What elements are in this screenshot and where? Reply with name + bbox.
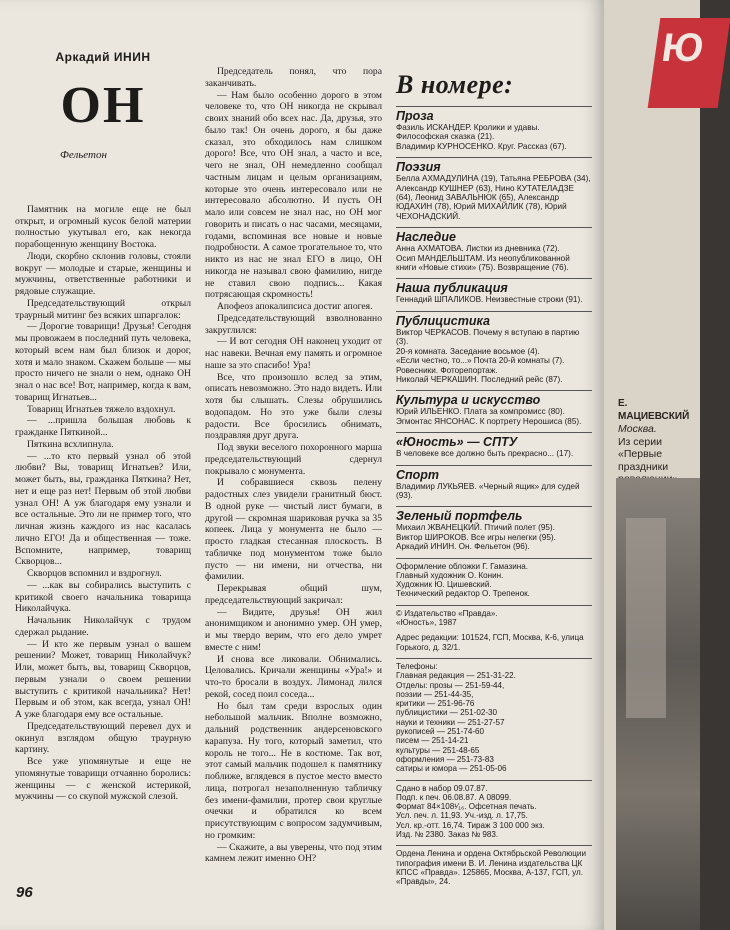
print-line: Сдано в набор 09.07.87. — [396, 783, 488, 793]
article-paragraph: — Видите, друзья! ОН жил анонимщиком и анонимно умер. ОН умер, и мы твердо верим, что его дело умрет вместе с ним! — [205, 606, 382, 653]
phone-line: науки и техники — 251-27-57 — [396, 717, 505, 727]
right-caption-line: Из серии — [618, 435, 662, 448]
article-paragraph: И собравшиеся сквозь пелену радостных слез увидели гранитный бюст. В одной руке — чистый лист бумаги, в другой — скромная шариковая ручка за 35 копеек. Лица у монумента не было — просто гладкая стесанная плоскость. В табличке под монументом тоже было пусто — ни имени, ни отчества, ни фамилии. — [205, 477, 382, 583]
credit-line: Художник Ю. Цишевский. — [396, 580, 492, 590]
toc-entry: Белла АХМАДУЛИНА (19), Татьяна РЕБРОВА (34), Александр КУШНЕР (63), Нино КУТАТЕЛАДЗЕ (64), Леонид ЗАВАЛЬНЮК (65), Александр ЮДАХИН (78), Юрий МИХАЙЛИК (78), Юрий ЧЕХОНАДСКИЙ. — [396, 174, 591, 221]
address — [396, 633, 592, 652]
article-paragraph: И снова все ликовали. Обнимались. Целовались. Кричали женщины «Ура!» и что-то бросали в воздух. Лимонад лился рекой, сосед поил соседа... — [205, 653, 382, 700]
article-paragraph: Начальник Николайчук с трудом сдержал рыдание. — [15, 615, 191, 638]
printer-line: Ордена Ленина и ордена Октябрьской Революции типография имени В. И. Ленина издательства ЦК КПСС «Правда». 125865, Москва, А-137, ГСП, ул. «Правды», 24. — [396, 849, 586, 887]
phone-line: Телефоны: — [396, 661, 438, 671]
article-paragraph: Пяткина всхлипнула. — [27, 438, 114, 450]
toc-entry: Геннадий ШПАЛИКОВ. Неизвестные строки (91). — [396, 295, 583, 305]
article-text-1 — [15, 204, 191, 803]
credit-line: Оформление обложки Г. Гамазина. — [396, 561, 528, 571]
magazine-logo-icon: Ю — [648, 18, 730, 108]
article-paragraph: Под звуки веселого похоронного марша председательствующий сдернул покрывало с монумента. — [205, 442, 382, 477]
toc-entry: Виктор ШИРОКОВ. Все игры нелегки (95). — [396, 532, 556, 542]
article-paragraph: Председательствующий перевел дух и окинул взглядом общую траурную картину. — [15, 720, 191, 756]
toc-section-title: «Юность» — СПТУ — [396, 432, 592, 449]
article-author: Аркадий ИНИН — [55, 50, 151, 64]
credit-line: Главный художник О. Конин. — [396, 570, 504, 580]
phone-line: рукописей — 251-74-60 — [396, 727, 485, 737]
article-paragraph: Председательствующий взволнованно закруглился: — [205, 312, 382, 336]
article-paragraph: — ...то кто первый узнал об этой любви? Вы, товарищ Игнатьев? Или, может быть, вы, гражданка Пяткина? Нет, нет и еще раз нет! Первым об этой любви узнал ОН! А уж благодаря ему узнали и все остальные. Это ли не пример того, что личная жизнь каждого из нас касалась лично ЕГО! Да и общественная — тоже. Вспомните, например, товарищ Скворцов... — [15, 450, 191, 568]
article-genre: Фельетон — [60, 149, 107, 161]
printer-info — [396, 845, 592, 886]
article-paragraph: Но был там среди взрослых один небольшой мальчик. Вполне возможно, дальний родственник андерсеновского карапуза. Ну того, который заметил, что король не того... Не в костюме. Так вот, этот самый мальчик подошел к памятнику поближе, вглядевся в пустое место вместо лица, потрогал незаполненную табличку без имени-фамилии, протер свои круглые очечки и обратился ко всем присутствующим с вопросом задумчивым, но громким: — [205, 700, 382, 841]
credit-line: Технический редактор О. Трепенок. — [396, 589, 530, 599]
phone-line: Отделы: прозы — 251-59-44, — [396, 680, 505, 690]
print-line: Усл. печ. л. 11,93. Уч.-изд. л. 17,75. — [396, 811, 528, 821]
article-paragraph: Памятник на могиле еще не был открыт, и огромный кусок белой материи полностью укутывал его, как некогда порабощенную женщину Востока. — [15, 203, 191, 250]
toc-section-title: Публицистика — [396, 311, 592, 328]
table-of-contents — [396, 70, 592, 886]
toc-entry: В человеке все должно быть прекрасно... (17). — [396, 449, 574, 459]
article-paragraph: — И кто же первым узнал о вашем решении? Может, товарищ Николайчук? Или, может быть, вы, товарищ Скворцов, первым узнали о своем решении выступить с критикой начальника? Нет! Первым и об этом, как всегда, узнал ОН! А уже благодаря ему все остальные. — [15, 638, 191, 720]
print-line: Подп. к печ. 06.08.87. А 08099. — [396, 792, 512, 802]
toc-entry: Осип МАНДЕЛЬШТАМ. Из неопубликованной книги «Новые стихи» (75). Возвращение (76). — [396, 253, 570, 273]
toc-entry: Виктор ЧЕРКАСОВ. Почему я вступаю в партию (3). — [396, 327, 580, 347]
article-paragraph: — ...пришла большая любовь к гражданке Пяткиной... — [15, 415, 191, 438]
toc-section-title: Проза — [396, 106, 592, 123]
address-line: Адрес редакции: 101524, ГСП, Москва, К-6, улица Горького, д. 32/1. — [396, 633, 584, 652]
right-caption — [618, 398, 700, 486]
print-line: Изд. № 2380. Заказ № 983. — [396, 829, 499, 839]
article-paragraph: Председатель понял, что пора заканчивать. — [205, 66, 382, 89]
article-paragraph: Перекрывая общий шум, председательствующий закричал: — [205, 583, 382, 606]
article-paragraph: Все, что произошло вслед за этим, описать невозможно. Это надо видеть. Или хотя бы слышать. Слезы обрушились водопадом. Но это уже были слезы радости. Все бросились обнимать, поздравляя друг друга. — [205, 371, 382, 442]
copyright-line: «Юность», 1987 — [396, 618, 457, 628]
phone-line: Главная редакция — 251-31-22. — [396, 671, 516, 681]
toc-entry: «Если честно, то...» Почта 20-й комнаты (7). — [396, 356, 565, 366]
phone-line: культуры — 251-48-65 — [396, 745, 480, 755]
print-info — [396, 780, 592, 840]
article-paragraph: Апофеоз апокалипсиса достиг апогея. — [217, 301, 373, 312]
toc-entry: Владимир КУРНОСЕНКО. Круг. Рассказ (67). — [396, 141, 567, 151]
toc-entry: 20-я комната. Заседание восьмое (4). — [396, 346, 540, 356]
toc-entry: Анна АХМАТОВА. Листки из дневника (72). — [396, 244, 560, 254]
phone-line: писем — 251-14-21 — [396, 736, 469, 746]
right-page — [604, 0, 707, 930]
toc-section-title: Культура и искусство — [396, 390, 592, 407]
phone-line: оформления — 251-73-83 — [396, 754, 494, 764]
right-caption-line: «Первые праздники — [618, 448, 669, 473]
toc-entry: Николай ЧЕРКАШИН. Последний рейс (87). — [396, 374, 563, 384]
article-paragraph: — И вот сегодня ОН наконец уходит от нас навеки. Вечная ему память и огромное наше за это спасибо! Ура! — [205, 336, 382, 371]
article-paragraph: Все уже упомянутые и еще не упомянутые товарищи отчаянно боролись: женщины — с женской истерикой, мужчины — со скупой мужской слезой. — [15, 756, 191, 803]
article-text-2 — [205, 66, 382, 865]
right-caption-line: Москва. — [618, 423, 657, 435]
copyright — [396, 605, 592, 628]
article-paragraph: Скворцов вспомнил и вздрогнул. — [27, 568, 162, 579]
article-column-2 — [205, 0, 382, 900]
article-paragraph: Товарищ Игнатьев тяжело вздохнул. — [27, 403, 176, 415]
toc-entry: Аркадий ИНИН. Он. Фельетон (96). — [396, 542, 530, 552]
toc-section-title: Спорт — [396, 465, 592, 482]
phone-line: поэзии — 251-44-35, — [396, 689, 474, 699]
article-paragraph: — Нам было особенно дорого в этом человеке то, что ОН никогда не скрывал своих знаний обо всех нас. Да, друзья, это было так! Он очень дорого, я бы даже сказал, это обходилось нам слишком дорого! Все, что ОН знал, а часто и все, чего не знал, ОН немедленно сообщал частным лицам и целым организациям, которые это очень интересовало или не интересовало абсолютно. И пусть ОН мало или совсем не знал нас, но ОН мог говорить и писать о нас часами, месяцами, годами, вспоминая все новые и новые подробности. А самое трогательное то, что никто из нас не знал ЕГО в лицо, ОН никогда не называл свою фамилию, нигде не ставил свою подпись... Какая потрясающая скромность! — [205, 89, 382, 301]
toc-entry: Владимир ЛУКЬЯЕВ. «Черный ящик» для судей (93). — [396, 481, 580, 500]
article-paragraph: — Дорогие товарищи! Друзья! Сегодня мы провожаем в последний путь человека, который всем нам был близок и дорог, хотя и мало знаком. Скажем больше — мы просто ничего не знали о нем, однако ОН знал о нас все! Вот, например, когда к вам, товарищ Игнатьев... — [15, 321, 191, 403]
article-column-1 — [15, 0, 191, 900]
phone-line: критики — 251-96-76 — [396, 699, 475, 709]
toc-section-title: Наследие — [396, 227, 592, 244]
toc-entry: Михаил ЖВАНЕЦКИЙ. Птичий полет (95). — [396, 523, 555, 533]
article-paragraph: — ...как вы собирались выступить с критикой своего начальника товарища Николайчука. — [15, 579, 191, 615]
print-line: Усл. кр.-отт. 16,74. Тираж 3 100 000 экз. — [396, 820, 545, 830]
credits — [396, 558, 592, 599]
toc-section-title: Поэзия — [396, 157, 592, 174]
toc-sections — [396, 106, 592, 552]
article-title: ОН — [60, 77, 146, 134]
article-paragraph: Люди, скорбно склонив головы, стояли вокруг — молодые и старые, женщины и мужчины, ответственные работники и рядовые служащие. — [15, 250, 191, 297]
print-line: Формат 84×108¹⁄₁₆. Офсетная печать. — [396, 802, 537, 812]
toc-section-title: Зеленый портфель — [396, 506, 592, 523]
copyright-line: © Издательство «Правда». — [396, 608, 498, 618]
article-paragraph: — Скажите, а вы уверены, что под этим камнем лежит именно ОН? — [205, 841, 382, 865]
right-caption-line: Е. МАЦИЕВСКИЙ — [618, 398, 690, 422]
page-number: 96 — [16, 884, 33, 901]
cover-photo — [616, 478, 700, 930]
phone-line: публицистики — 251-02-30 — [396, 708, 498, 718]
toc-entry: Фазиль ИСКАНДЕР. Кролики и удавы. Философская сказка (21). — [396, 123, 540, 142]
phones — [396, 658, 592, 774]
toc-section-title: Наша публикация — [396, 278, 592, 295]
toc-title: В номере: — [396, 70, 514, 99]
toc-entry: Ровесники. Фоторепортаж. — [396, 365, 498, 375]
toc-entry: Эгмонтас ЯНСОНАС. К портрету Нерошиса (85). — [396, 416, 582, 426]
article-paragraph: Председательствующий открыл траурный митинг без всяких шпаргалок: — [15, 297, 191, 321]
phone-line: сатиры и юмора — 251-05-06 — [396, 764, 507, 774]
toc-entry: Юрий ИЛЬЕНКО. Плата за компромисс (80). — [396, 407, 565, 417]
